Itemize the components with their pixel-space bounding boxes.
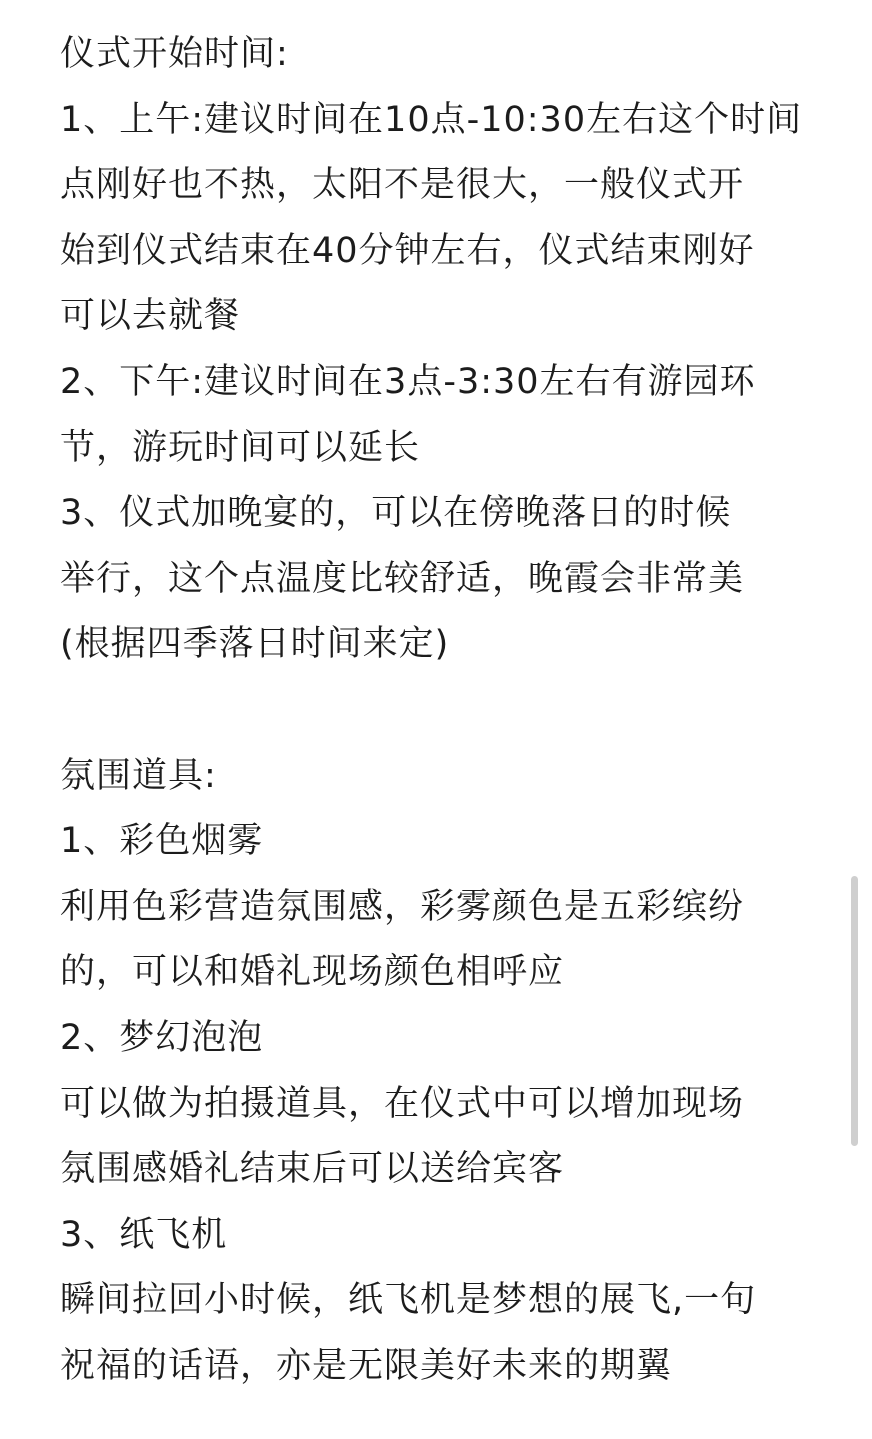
note-line: 1、上午:建议时间在10点-10:30左右这个时间	[60, 99, 803, 140]
note-line: 2、下午:建议时间在3点-3:30左右有游园环	[60, 361, 756, 402]
note-line: 始到仪式结束在40分钟左右，仪式结束刚好	[60, 230, 755, 271]
note-line: 利用色彩营造氛围感，彩雾颜色是五彩缤纷	[60, 886, 745, 927]
note-line: 举行，这个点温度比较舒适，晚霞会非常美	[60, 558, 745, 599]
vertical-scrollbar[interactable]	[851, 876, 858, 1146]
note-line: 祝福的话语，亦是无限美好未来的期翼	[60, 1345, 673, 1386]
section-spacer	[60, 678, 820, 744]
note-line: 可以去就餐	[60, 296, 241, 337]
note-line: 节，游玩时间可以延长	[60, 427, 421, 468]
note-line: 2、梦幻泡泡	[60, 1017, 264, 1058]
note-line: 点刚好也不热，太阳不是很大，一般仪式开	[60, 165, 745, 206]
note-line: 3、仪式加晚宴的，可以在傍晚落日的时候	[60, 493, 732, 534]
note-line: 瞬间拉回小时候，纸飞机是梦想的展飞,一句	[60, 1280, 757, 1321]
note-content	[60, 22, 820, 1399]
section-title-ceremony-time: 仪式开始时间:	[60, 34, 289, 74]
note-line: 可以做为拍摄道具，在仪式中可以增加现场	[60, 1083, 745, 1124]
note-line: 1、彩色烟雾	[60, 821, 264, 862]
note-line: 的，可以和婚礼现场颜色相呼应	[60, 952, 565, 993]
note-line: 3、纸飞机	[60, 1214, 228, 1255]
note-line: 氛围感婚礼结束后可以送给宾客	[60, 1149, 565, 1190]
note-line: (根据四季落日时间来定)	[60, 624, 450, 665]
section-title-props: 氛围道具:	[60, 755, 217, 796]
